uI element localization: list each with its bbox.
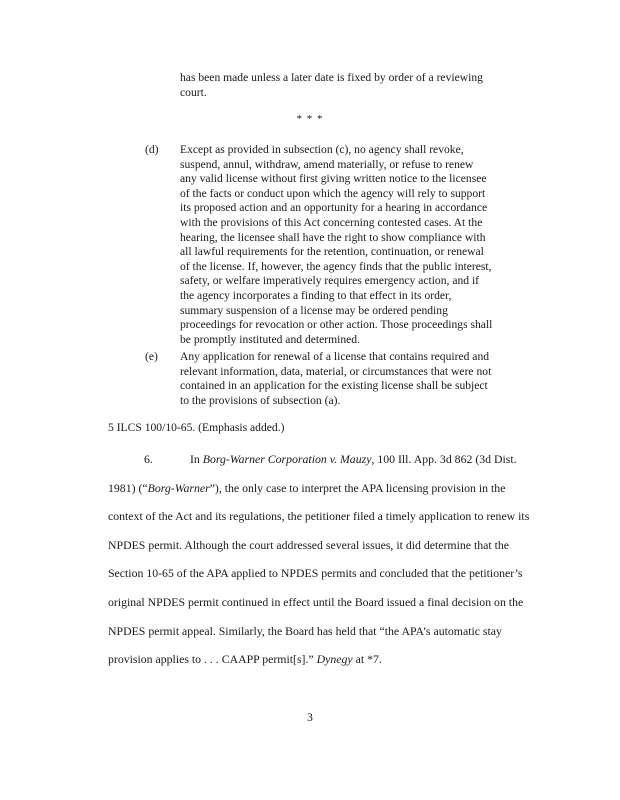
text-run: provision applies to . . . CAAPP permit[s].”	[108, 652, 317, 667]
text-run: ”), the only case to interpret the APA licensing provision in the	[209, 480, 506, 495]
paragraph-line: Section 10-65 of the APA applied to NPDES permits and concluded that the petitioner’s	[108, 566, 523, 581]
paragraph-number: 6.	[144, 452, 153, 466]
quote-line: of the license. If, however, the agency finds that the public interest,	[180, 259, 492, 273]
subsection-body	[180, 350, 510, 408]
page-number: 3	[307, 712, 313, 724]
quote-line: suspend, annul, withdraw, amend materially, or refuse to renew	[180, 157, 474, 171]
quote-line: Except as provided in subsection (c), no agency shall revoke,	[180, 143, 464, 156]
quote-line: the agency incorporates a finding to that effect in its order,	[180, 288, 452, 302]
ellipsis-marker: * * *	[296, 113, 324, 125]
quote-line: has been made unless a later date is fixed by order of a reviewing	[180, 71, 483, 84]
quote-line: court.	[180, 85, 207, 99]
quote-line: its proposed action and an opportunity for a hearing in accordance	[180, 201, 488, 215]
paragraph-6	[108, 452, 548, 681]
quote-line: of the facts or conduct upon which the agency will rely to support	[180, 186, 486, 200]
paragraph-line: NPDES permit. Although the court addressed several issues, it did determine that the	[108, 537, 510, 552]
case-name: Borg-Warner Corporation v. Mauzy	[202, 452, 372, 466]
quote-line: hearing, the licensee shall have the right to show compliance with	[180, 230, 486, 244]
quote-line: with the provisions of this Act concerning contested cases. At the	[180, 215, 483, 229]
quote-line: summary suspension of a license may be ordered pending	[180, 303, 448, 317]
text-run: 1981) (“	[108, 480, 148, 495]
case-name: Dynegy	[316, 652, 353, 667]
paragraph-line: NPDES permit appeal. Similarly, the Board has held that “the APA’s automatic stay	[108, 623, 502, 638]
text-run: at *7.	[352, 652, 382, 667]
quote-line: all lawful requirements for the retention, continuation, or renewal	[180, 245, 484, 259]
subsection-label: (d)	[145, 143, 159, 156]
quote-line: Any application for renewal of a license that contains required and	[180, 350, 490, 363]
quote-line: to the provisions of subsection (a).	[180, 393, 341, 407]
case-short-name: Borg-Warner	[147, 480, 210, 495]
quote-line: contained in an application for the existing license shall be subject	[180, 379, 488, 393]
text-run: , 100 Ill. App. 3d 862 (3d Dist.	[371, 452, 517, 466]
quote-line: be promptly instituted and determined.	[180, 332, 360, 346]
paragraph-line: original NPDES permit continued in effect until the Board issued a final decision on the	[108, 594, 524, 609]
paragraph-line: context of the Act and its regulations, the petitioner filed a timely application to renew its	[108, 509, 530, 524]
quote-line: safety, or welfare imperatively requires emergency action, and if	[180, 274, 480, 288]
quote-line: relevant information, data, material, or circumstances that were not	[180, 364, 492, 378]
text-run: In	[190, 452, 203, 466]
statute-citation: 5 ILCS 100/10-65. (Emphasis added.)	[108, 421, 285, 434]
quote-line: proceedings for revocation or other action. Those proceedings shall	[180, 318, 493, 332]
block-quote-continuation	[180, 71, 510, 100]
subsection-label: (e)	[145, 350, 158, 363]
subsection-body	[180, 143, 510, 347]
quote-line: any valid license without first giving written notice to the licensee	[180, 172, 487, 186]
